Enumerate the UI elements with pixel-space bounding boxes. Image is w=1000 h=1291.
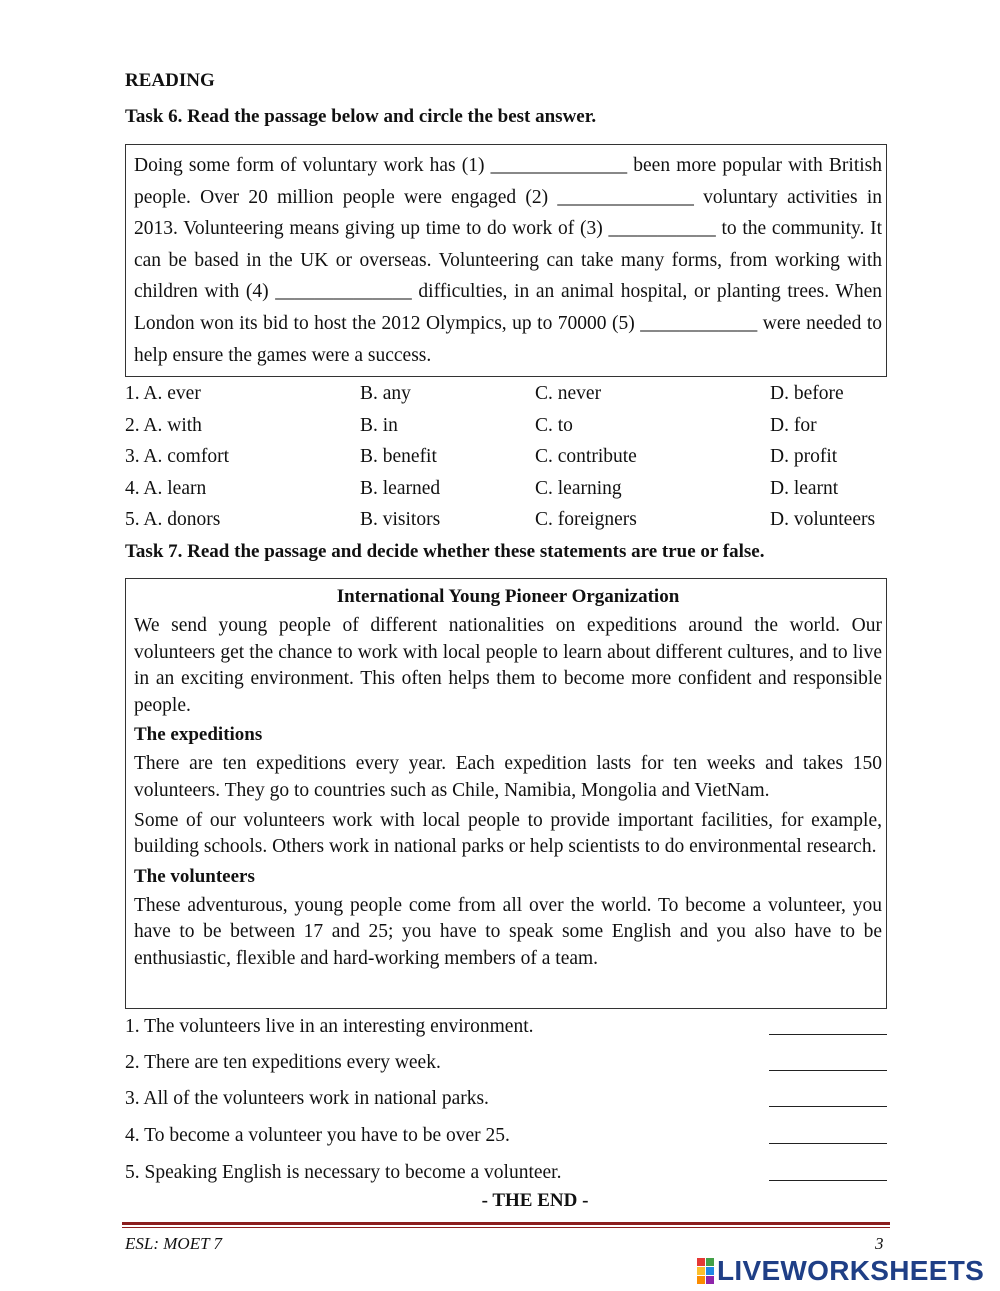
statement-text: 3. All of the volunteers work in national parks. [125, 1088, 489, 1109]
option-d[interactable]: D. volunteers [770, 509, 876, 530]
task6-passage-box [125, 144, 887, 377]
footer-divider [122, 1222, 890, 1225]
answer-blank[interactable] [769, 1048, 887, 1071]
logo-text: LIVEWORKSHEETS [717, 1255, 985, 1286]
option-a[interactable]: 3. A. comfort [125, 446, 229, 467]
option-row-1 [125, 378, 895, 410]
liveworksheets-logo [697, 1256, 984, 1286]
option-d[interactable]: D. before [770, 383, 844, 404]
option-d[interactable]: D. profit [770, 446, 838, 467]
option-c[interactable]: C. contribute [535, 446, 637, 467]
task7-heading: Task 7. Read the passage and decide whether these statements are true or false. [125, 541, 765, 562]
option-b[interactable]: B. learned [360, 477, 441, 499]
answer-blank[interactable] [769, 1012, 887, 1035]
statement-text: 1. The volunteers live in an interesting environment. [125, 1016, 534, 1037]
option-row-3 [125, 441, 895, 473]
the-end-label: - THE END - [481, 1190, 589, 1211]
option-a[interactable]: 4. A. learn [125, 477, 207, 499]
option-c[interactable]: C. learning [535, 477, 622, 499]
task6-heading: Task 6. Read the passage below and circle the best answer. [125, 106, 597, 127]
option-row-5 [125, 504, 895, 536]
answer-blank[interactable] [769, 1121, 887, 1144]
option-b[interactable]: B. benefit [360, 446, 437, 467]
answer-blank[interactable] [769, 1084, 887, 1107]
statement-text: 4. To become a volunteer you have to be over 25. [125, 1125, 510, 1146]
option-row-2 [125, 410, 895, 442]
statement-row [125, 1048, 887, 1078]
option-a[interactable]: 5. A. donors [125, 509, 221, 530]
option-b[interactable]: B. in [360, 414, 398, 436]
logo-mark-icon [697, 1258, 714, 1284]
footer-course-label: ESL: MOET 7 [125, 1234, 222, 1253]
option-d[interactable]: D. learnt [770, 477, 839, 499]
subheading-expeditions: The expeditions [134, 724, 263, 746]
passage-title: International Young Pioneer Organization [336, 586, 680, 607]
option-d[interactable]: D. for [770, 414, 817, 436]
option-b[interactable]: B. any [360, 383, 411, 404]
option-a[interactable]: 1. A. ever [125, 383, 201, 404]
footer-divider-thin [122, 1227, 890, 1228]
statement-row [125, 1158, 887, 1188]
task7-passage-box [125, 578, 887, 1009]
passage-volunteers: These adventurous, young people come from all over the world. To become a volunteer, you have to be between 17 and 25; you have to speak some English and you also have to be enthusiastic, flexible and hard-working members of a team. [134, 894, 882, 969]
passage-facilities: Some of our volunteers work with local people to provide important facilities, for example, building schools. Others work in national parks or help scientists to do environmental research. [134, 809, 882, 858]
subheading-volunteers: The volunteers [134, 865, 255, 887]
page-number: 3 [875, 1234, 884, 1253]
passage-intro: We send young people of different nationalities on expeditions around the world. Our volunteers get the chance to work with local people to learn about different cultures, and to live in an exciting environment. This often helps them to become more confident and responsible people. [134, 615, 882, 716]
reading-heading: READING [125, 70, 215, 91]
passage-expeditions: There are ten expeditions every year. Each expedition lasts for ten weeks and takes 150 volunteers. They go to countries such as Chile, Namibia, Mongolia and VietNam. [134, 753, 882, 801]
statement-text: 5. Speaking English is necessary to become a volunteer. [125, 1162, 562, 1183]
statement-text: 2. There are ten expeditions every week. [125, 1052, 441, 1073]
option-c[interactable]: C. foreigners [535, 509, 637, 530]
task6-options [125, 378, 895, 536]
option-c[interactable]: C. to [535, 414, 573, 436]
option-c[interactable]: C. never [535, 383, 602, 404]
task6-passage: Doing some form of voluntary work has (1) ______________ been more popular with British people. Over 20 million people were engaged (2) ______________ voluntary activities in 2013. Volunteering means giving up time to do work of (3) ___________ to the community. It can be based in the UK or overseas. Volunteering can take many forms, from working with children with (4) ______________ difficulties, in an animal hospital, or planting trees. When London won its bid to host the 2012 Olympics, up to 70000 (5) ____________ were needed to help ensure the games were a success. [134, 155, 882, 366]
statement-row [125, 1012, 887, 1042]
option-a[interactable]: 2. A. with [125, 414, 202, 436]
statement-row [125, 1084, 887, 1114]
option-row-4 [125, 473, 895, 505]
option-b[interactable]: B. visitors [360, 509, 441, 530]
statement-row [125, 1121, 887, 1151]
answer-blank[interactable] [769, 1158, 887, 1181]
